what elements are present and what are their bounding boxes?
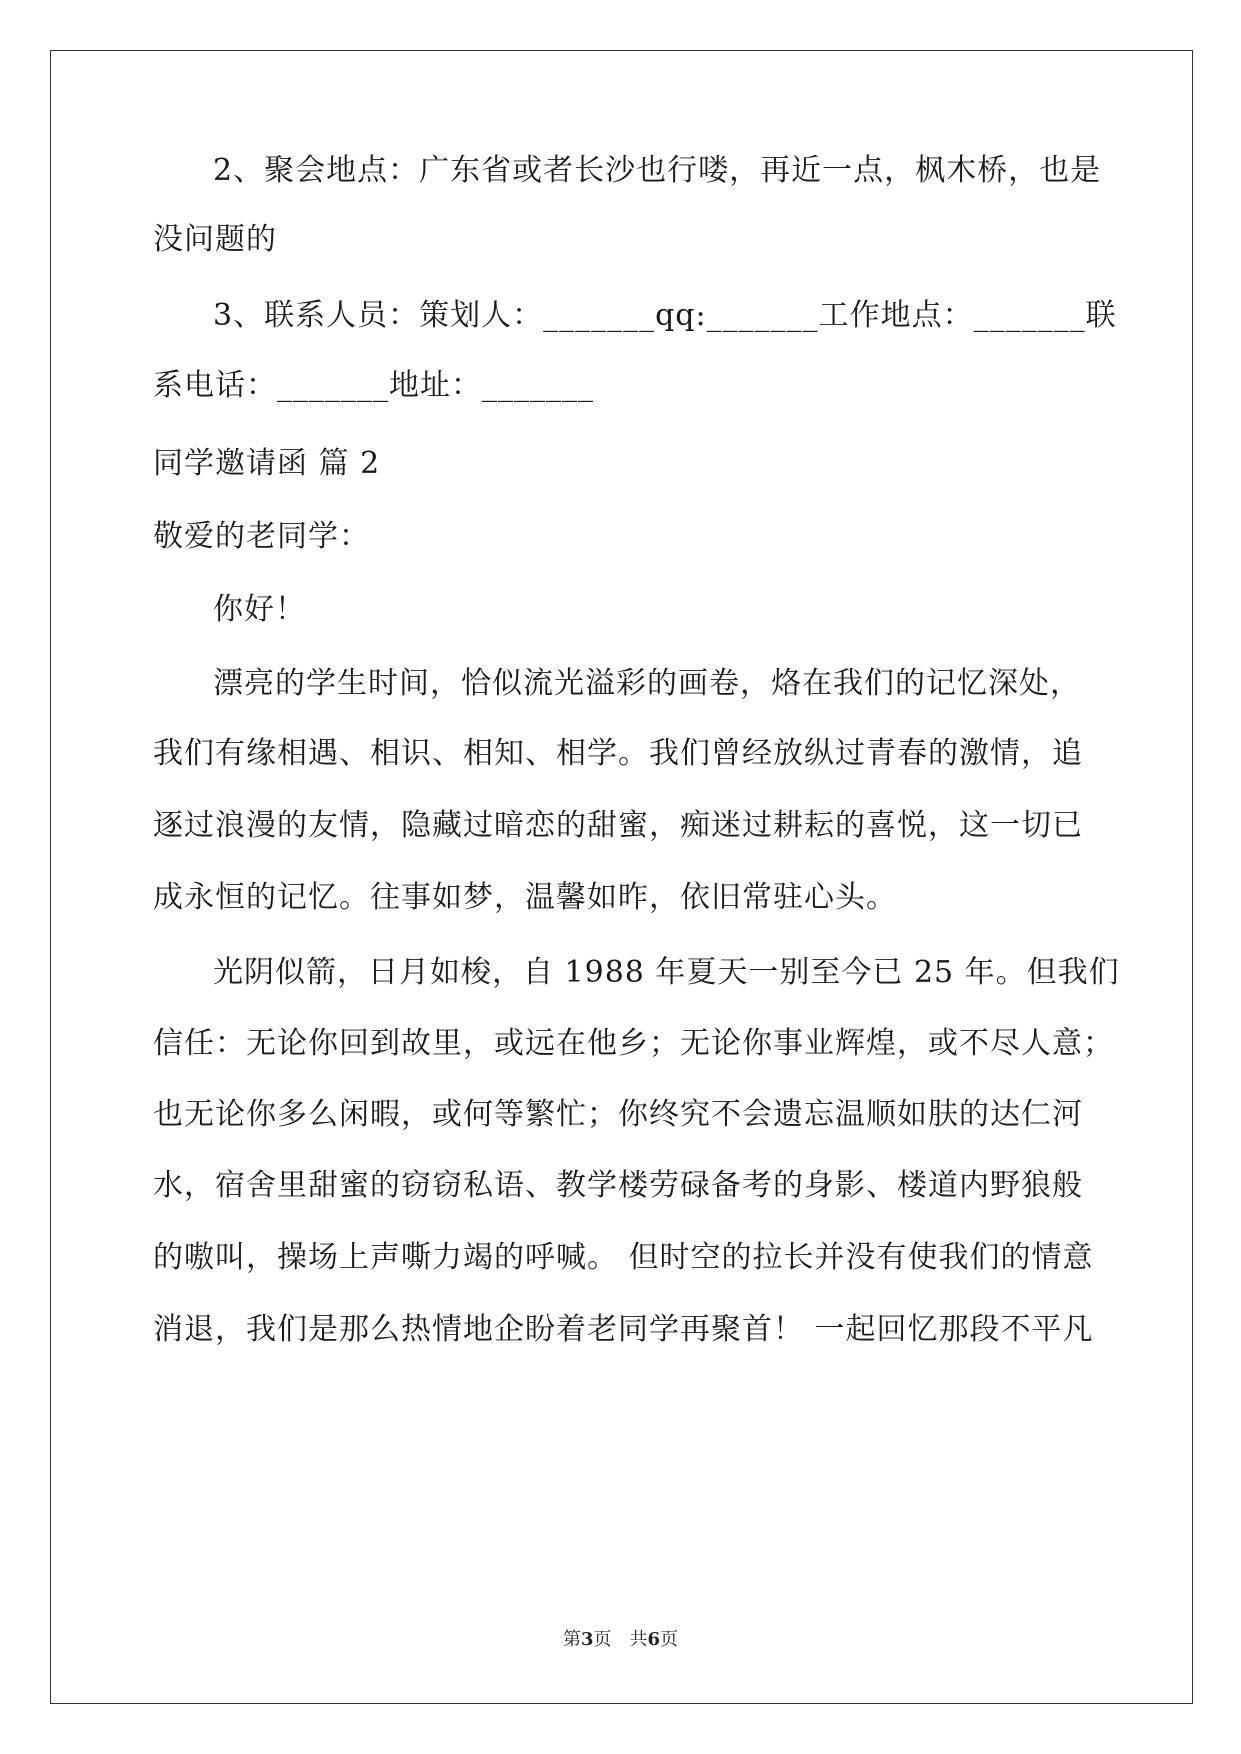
text-line: 信任：无论你回到故里，或远在他乡；无论你事业辉煌，或不尽人意； (153, 1026, 1114, 1061)
section-heading: 同学邀请函 篇 2 (153, 446, 381, 481)
text-line: 消退，我们是那么热情地企盼着老同学再聚首！ 一起回忆那段不平凡 (153, 1312, 1094, 1347)
footer-mid: 页 共 (593, 1629, 648, 1650)
total-page-number: 6 (647, 1629, 661, 1650)
greeting: 你好！ (213, 592, 306, 627)
footer-suffix: 页 (660, 1629, 679, 1650)
text-line: 成永恒的记忆。往事如梦，温馨如昨，依旧常驻心头。 (153, 880, 897, 915)
text-line: 2、聚会地点：广东省或者长沙也行喽，再近一点，枫木桥，也是 (213, 153, 1102, 188)
text-line: 系电话：_______地址：_______ (153, 368, 594, 403)
text-line: 我们有缘相遇、相识、相知、相学。我们曾经放纵过青春的激情，追 (153, 736, 1083, 771)
text-line: 也无论你多么闲暇，或何等繁忙；你终究不会遗忘温顺如肤的达仁河 (153, 1097, 1083, 1132)
text-line: 光阴似箭，日月如梭，自 1988 年夏天一别至今已 25 年。但我们 (213, 955, 1120, 990)
text-line: 漂亮的学生时间，恰似流光溢彩的画卷，烙在我们的记忆深处， (213, 666, 1081, 701)
text-line: 的嗷叫，操场上声嘶力竭的呼喊。 但时空的拉长并没有使我们的情意 (153, 1240, 1094, 1275)
page-footer (0, 1628, 1241, 1652)
footer-prefix: 第 (562, 1629, 581, 1650)
text-line: 逐过浪漫的友情，隐藏过暗恋的甜蜜，痴迷过耕耘的喜悦，这一切已 (153, 808, 1083, 843)
text-line: 水，宿舍里甜蜜的窃窃私语、教学楼劳碌备考的身影、楼道内野狼般 (153, 1168, 1083, 1203)
text-line: 3、联系人员：策划人：_______qq:_______工作地点：_______联 (213, 298, 1117, 333)
salutation: 敬爱的老同学： (153, 519, 370, 554)
current-page-number: 3 (580, 1629, 594, 1650)
text-line: 没问题的 (153, 222, 277, 257)
